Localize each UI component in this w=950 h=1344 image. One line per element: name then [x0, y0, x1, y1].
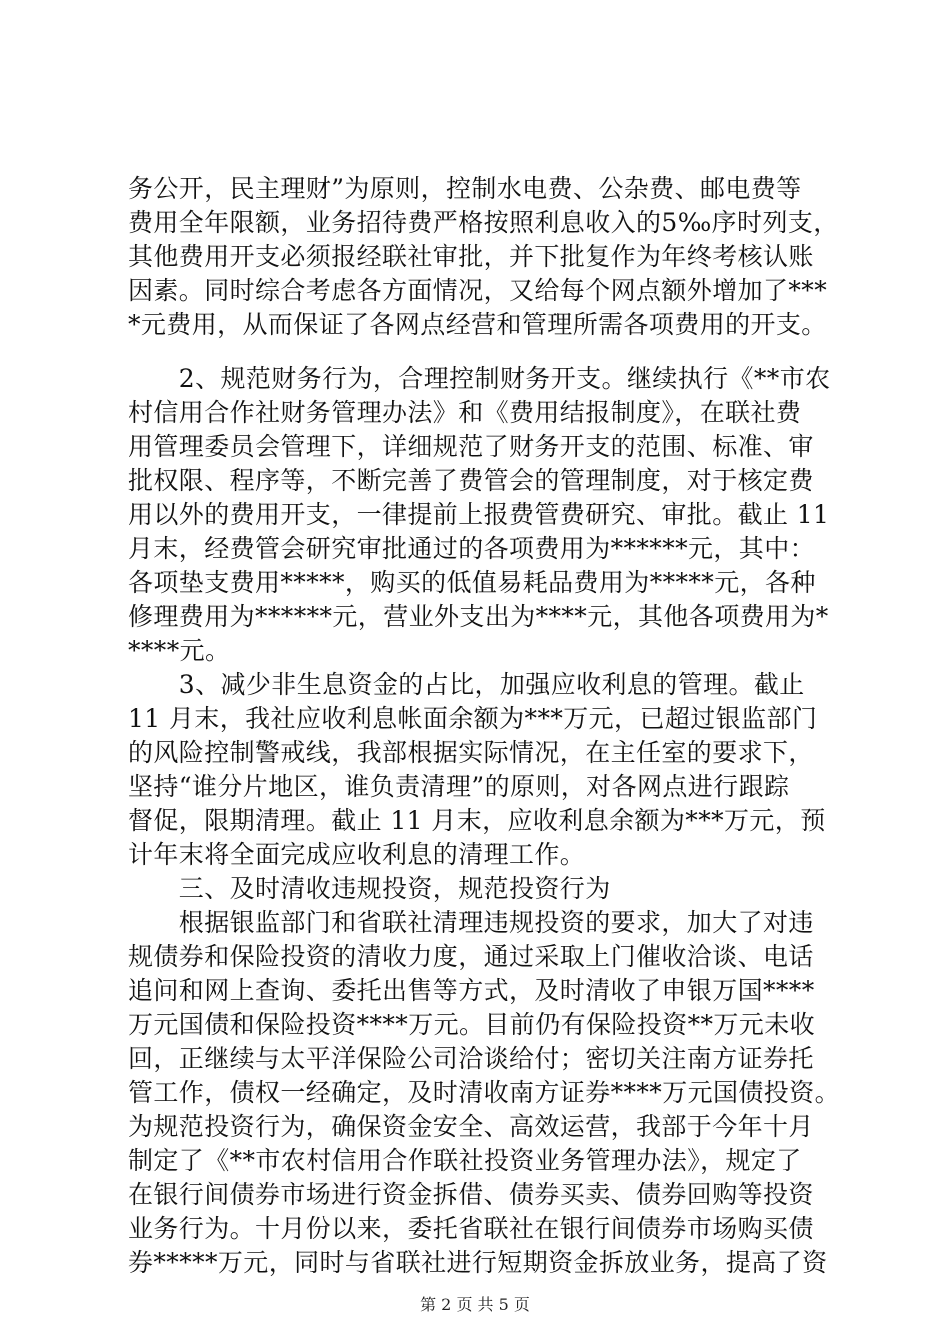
text-line: 根据银监部门和省联社清理违规投资的要求，加大了对违 [128, 908, 814, 937]
text-line: 修理费用为******元，营业外支出为****元，其他各项费用为* [128, 602, 829, 631]
text-line: 督促，限期清理。截止 11 月末，应收利息余额为***万元，预 [128, 806, 826, 835]
text-line: 计年末将全面完成应收利息的清理工作。 [128, 840, 586, 869]
text-line: 月末，经费管会研究审批通过的各项费用为******元，其中： [128, 534, 816, 563]
text-line: 万元国债和保险投资****万元。目前仍有保险投资**万元未收 [128, 1010, 816, 1039]
text-line: 3、减少非生息资金的占比，加强应收利息的管理。截止 [128, 670, 805, 699]
text-line: 的风险控制警戒线，我部根据实际情况，在主任室的要求下， [128, 738, 814, 767]
text-line: 追问和网上查询、委托出售等方式，及时清收了申银万国**** [128, 976, 815, 1005]
text-line: 因素。同时综合考虑各方面情况，又给每个网点额外增加了*** [128, 276, 828, 305]
text-line: *元费用，从而保证了各网点经营和管理所需各项费用的开支。 [128, 310, 827, 339]
text-line: 费用全年限额，业务招待费严格按照利息收入的5‰序时列支， [128, 208, 839, 237]
text-line: 批权限、程序等，不断完善了费管会的管理制度，对于核定费 [128, 466, 814, 495]
text-line: 制定了《**市农村信用合作联社投资业务管理办法》，规定了 [128, 1146, 802, 1175]
text-line: 2、规范财务行为，合理控制财务开支。继续执行《**市农 [128, 364, 831, 393]
text-line: 其他费用开支必须报经联社审批，并下批复作为年终考核认账 [128, 242, 814, 271]
text-line: 在银行间债券市场进行资金拆借、债券买卖、债券回购等投资 [128, 1180, 814, 1209]
text-line: 管工作，债权一经确定，及时清收南方证券****万元国债投资。 [128, 1078, 841, 1107]
page-number-footer: 第 2 页 共 5 页 [420, 1295, 530, 1314]
text-line: 村信用合作社财务管理办法》和《费用结报制度》，在联社费 [128, 398, 802, 427]
text-line: 规债券和保险投资的清收力度，通过采取上门催收洽谈、电话 [128, 942, 814, 971]
text-line: 各项垫支费用*****，购买的低值易耗品费用为*****元，各种 [128, 568, 816, 597]
text-line: 业务行为。十月份以来，委托省联社在银行间债券市场购买债 [128, 1214, 814, 1243]
text-line: ****元。 [128, 636, 231, 665]
text-line: 用管理委员会管理下，详细规范了财务开支的范围、标准、审 [128, 432, 814, 461]
text-line: 回，正继续与太平洋保险公司洽谈给付；密切关注南方证券托 [128, 1044, 814, 1073]
text-line: 券*****万元，同时与省联社进行短期资金拆放业务，提高了资 [128, 1248, 828, 1277]
text-line: 务公开，民主理财”为原则，控制水电费、公杂费、邮电费等 [128, 174, 802, 203]
text-line: 用以外的费用开支，一律提前上报费管费研究、审批。截止 11 [128, 500, 830, 529]
text-line: 为规范投资行为，确保资金安全、高效运营，我部于今年十月 [128, 1112, 814, 1141]
text-line: 11 月末，我社应收利息帐面余额为***万元，已超过银监部门 [128, 704, 818, 733]
text-line: 坚持“谁分片地区，谁负责清理”的原则，对各网点进行跟踪 [128, 772, 790, 801]
section-heading: 三、及时清收违规投资，规范投资行为 [128, 874, 611, 903]
